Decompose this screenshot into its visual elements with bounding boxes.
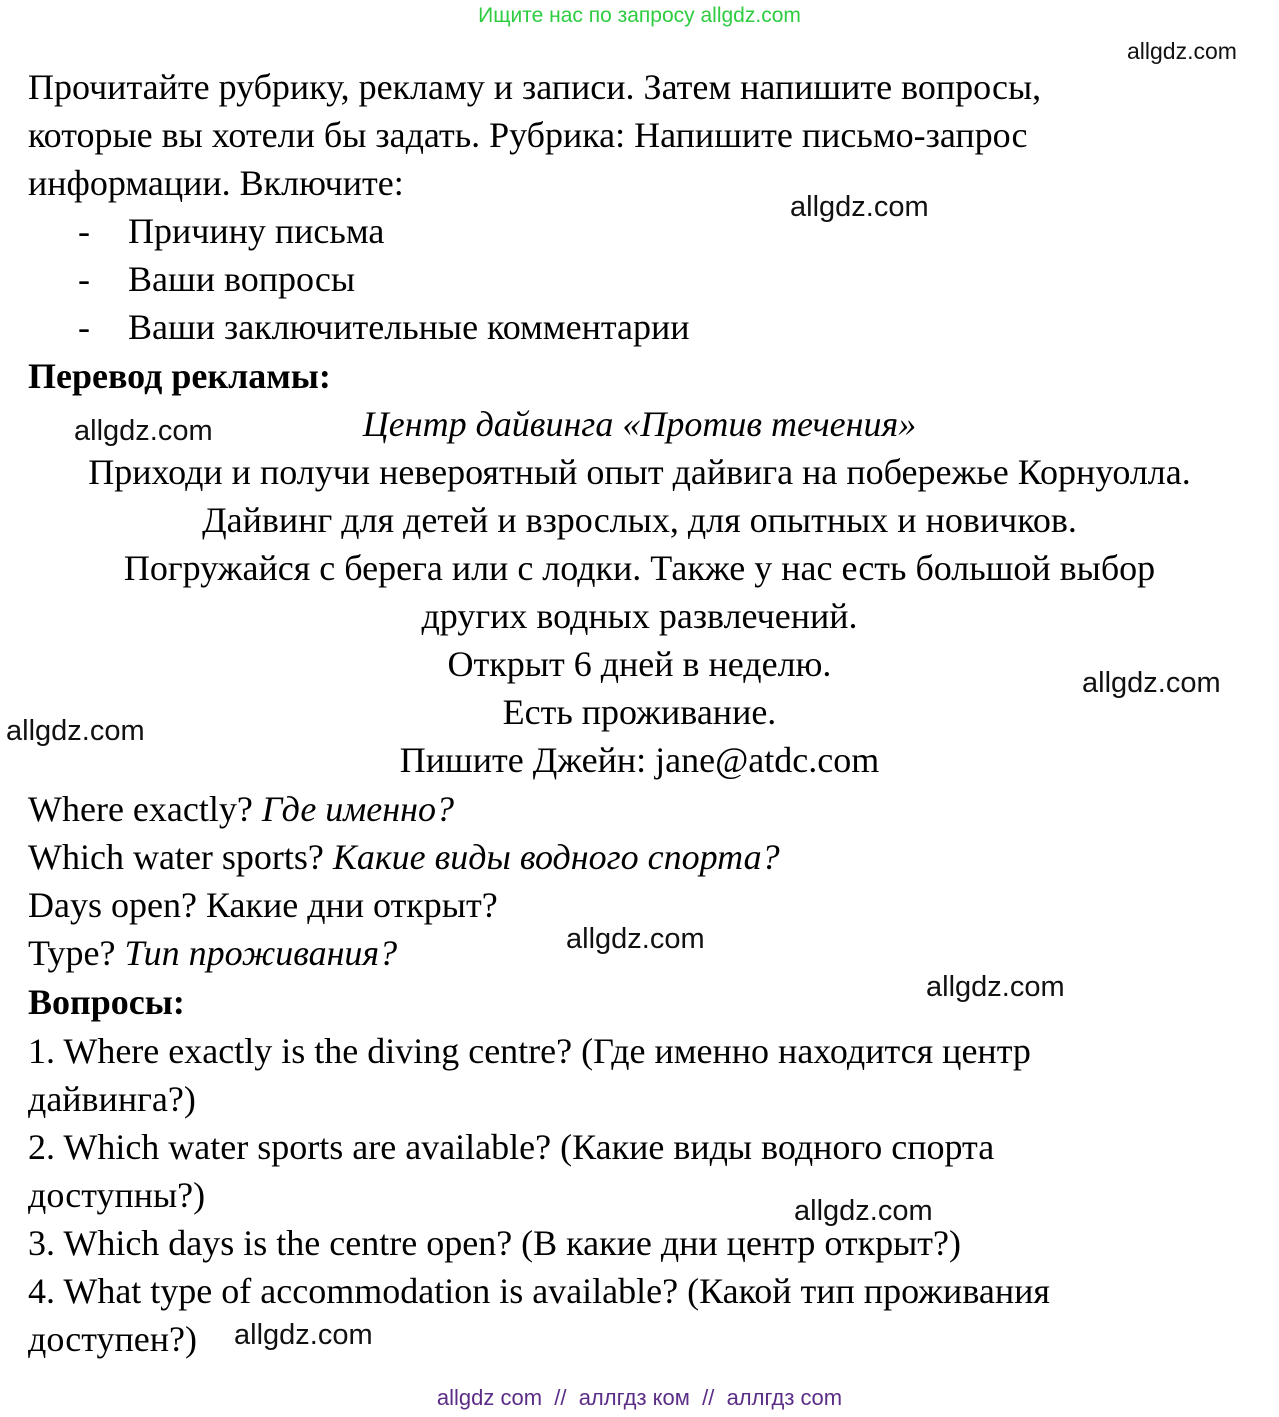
question-line: 1. Where exactly is the diving centre? (Где именно находится центр — [28, 1031, 1031, 1071]
question-line: 3. Which days is the centre open? (В какие дни центр открыт?) — [28, 1223, 961, 1263]
question-line: 2. Which water sports are available? (Какие виды водного спорта — [28, 1127, 995, 1167]
watermark: allgdz.com — [1127, 38, 1237, 64]
ad-line: Есть проживание. — [502, 692, 777, 732]
intro-line: которые вы хотели бы задать. Рубрика: Напишите письмо-запрос — [28, 115, 1028, 155]
note-en: Which water sports? — [28, 837, 324, 877]
note-line — [28, 785, 454, 833]
ad-line: Открыт 6 дней в неделю. — [447, 644, 832, 684]
watermark: allgdz.com — [1082, 667, 1221, 699]
ad-line: Приходи и получи невероятный опыт дайвига на побережье Корнуолла. — [88, 452, 1191, 492]
note-ru: Где именно? — [261, 789, 454, 829]
bullet-item: Ваши заключительные комментарии — [128, 307, 690, 347]
note-en: Where exactly? — [28, 789, 253, 829]
note-line — [28, 833, 780, 881]
ad-contact: Пишите Джейн: jane@atdc.com — [399, 740, 880, 780]
question-line: доступен?) — [28, 1319, 197, 1359]
ad-heading: Перевод рекламы: — [28, 356, 331, 396]
question-line: 4. What type of accommodation is available? (Какой тип проживания — [28, 1271, 1050, 1311]
footer-links[interactable]: allgdz com // аллгдз ком // аллгдз com — [436, 1385, 843, 1410]
ad-line: других водных развлечений. — [421, 596, 858, 636]
bullet-dash: - — [78, 259, 90, 299]
watermark: allgdz.com — [74, 415, 213, 447]
question-line: дайвинга?) — [28, 1079, 196, 1119]
watermark: allgdz.com — [234, 1319, 373, 1351]
note-ru: Какие дни открыт? — [205, 885, 498, 925]
top-banner[interactable]: Ищите нас по запросу allgdz.com — [478, 4, 801, 27]
watermark: allgdz.com — [566, 923, 705, 955]
watermark: allgdz.com — [790, 191, 929, 223]
note-line — [28, 929, 397, 977]
ad-title: Центр дайвинга «Против течения» — [362, 404, 917, 444]
watermark: allgdz.com — [6, 715, 145, 747]
note-en: Days open? — [28, 885, 197, 925]
intro-line: информации. Включите: — [28, 163, 404, 203]
note-line — [28, 881, 498, 929]
bullet-dash: - — [78, 211, 90, 251]
bullet-item: Причину письма — [128, 211, 385, 251]
intro-line: Прочитайте рубрику, рекламу и записи. Затем напишите вопросы, — [28, 67, 1042, 107]
ad-line: Погружайся с берега или с лодки. Также у нас есть большой выбор — [123, 548, 1156, 588]
watermark: allgdz.com — [926, 971, 1065, 1003]
note-ru: Тип проживания? — [124, 933, 398, 973]
note-ru: Какие виды водного спорта? — [332, 837, 780, 877]
watermark: allgdz.com — [794, 1195, 933, 1227]
note-en: Type? — [28, 933, 116, 973]
question-line: доступны?) — [28, 1175, 206, 1215]
ad-line: Дайвинг для детей и взрослых, для опытных и новичков. — [202, 500, 1077, 540]
bullet-dash: - — [78, 307, 90, 347]
bullet-item: Ваши вопросы — [128, 259, 356, 299]
questions-heading: Вопросы: — [28, 982, 185, 1022]
